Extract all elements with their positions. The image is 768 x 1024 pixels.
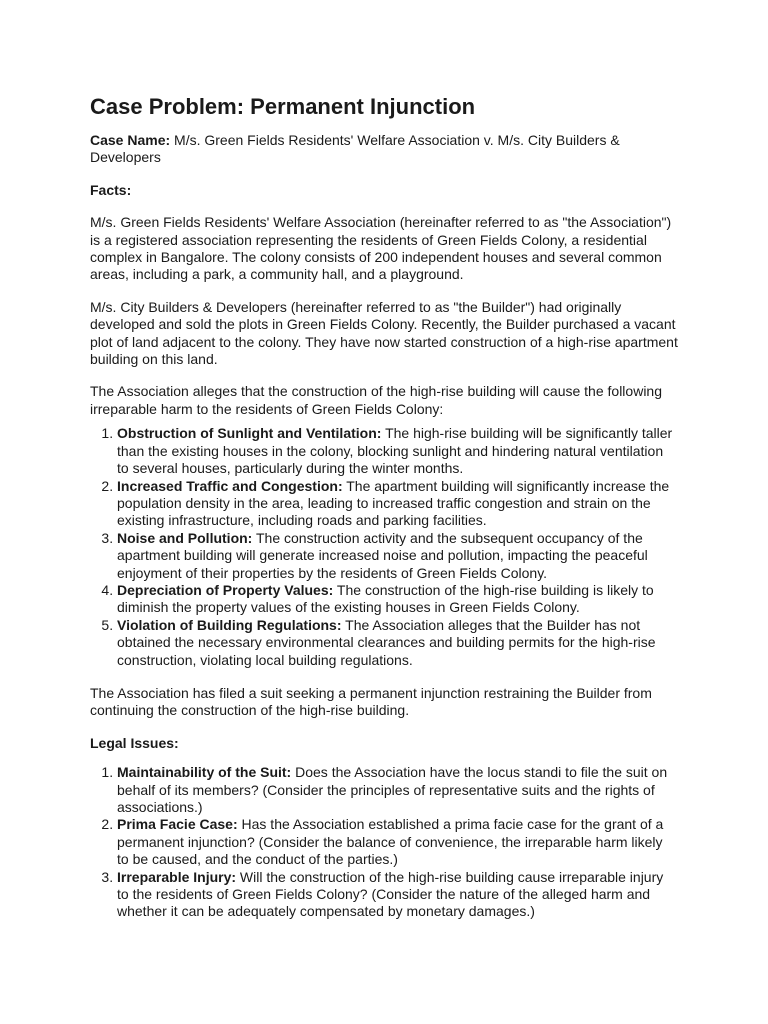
harm-item: 3. Noise and Pollution: The construction activity and the subsequent occupancy of the apartment building will generate increased noise and pollution, impacting the peaceful enjoyment of their properties by the residents of Green Fields Colony.	[117, 530, 678, 582]
harm-item: 5. Violation of Building Regulations: The Association alleges that the Builder has not obtained the necessary environmental clearances and building permits for the high-rise construction, violating local building regulations.	[117, 617, 678, 669]
facts-paragraph-1: M/s. Green Fields Residents' Welfare Association (hereinafter referred to as "the Association") is a registered association representing the residents of Green Fields Colony, a residential complex in Bangalore. The colony consists of 200 independent houses and several common areas, including a park, a community hall, and a playground.	[90, 214, 672, 283]
issue-item: 3. Irreparable Injury: Will the construction of the high-rise building cause irreparable injury to the residents of Green Fields Colony? (Consider the nature of the alleged harm and whether it can be adequately compensated by monetary damages.)	[117, 869, 678, 921]
issue-item: 2. Prima Facie Case: Has the Association established a prima facie case for the grant of a permanent injunction? (Consider the balance of convenience, the irreparable harm likely to be caused, and the conduct of the parties.)	[117, 816, 678, 868]
issues-list	[90, 764, 678, 921]
facts-paragraph-3: The Association alleges that the construction of the high-rise building will cause the following irreparable harm to the residents of Green Fields Colony:	[90, 383, 662, 417]
harm-item: 4. Depreciation of Property Values: The construction of the high-rise building is likely to diminish the property values of the existing houses in Green Fields Colony.	[117, 582, 678, 617]
harm-item: 2. Increased Traffic and Congestion: The apartment building will significantly increase the population density in the area, leading to increased traffic congestion and strain on the existing infrastructure, including roads and parking facilities.	[117, 478, 678, 530]
case-name-label: Case Name:	[90, 132, 171, 148]
document-title: Case Problem: Permanent Injunction	[90, 94, 476, 119]
issue-item: 1. Maintainability of the Suit: Does the Association have the locus standi to file the suit on behalf of its members? (Consider the principles of representative suits and the rights of associations.)	[117, 764, 678, 816]
case-name-text: M/s. Green Fields Residents' Welfare Association v. M/s. City Builders & Developers	[90, 132, 620, 166]
facts-heading: Facts:	[90, 181, 132, 198]
case-name	[90, 132, 678, 167]
harms-list	[90, 425, 678, 669]
legal-issues-heading: Legal Issues:	[90, 734, 179, 751]
suit-paragraph: The Association has filed a suit seeking a permanent injunction restraining the Builder from continuing the construction of the high-rise building.	[90, 684, 652, 719]
facts-paragraph-2: M/s. City Builders & Developers (hereinafter referred to as "the Builder") had originally developed and sold the plots in Green Fields Colony. Recently, the Builder purchased a vacant plot of land adjacent to the colony. They have now started construction of a high-rise apartment building on this land.	[90, 298, 678, 368]
harm-item: 1. Obstruction of Sunlight and Ventilation: The high-rise building will be significantly taller than the existing houses in the colony, blocking sunlight and hindering natural ventilation to several houses, particularly during the winter months.	[117, 425, 678, 477]
